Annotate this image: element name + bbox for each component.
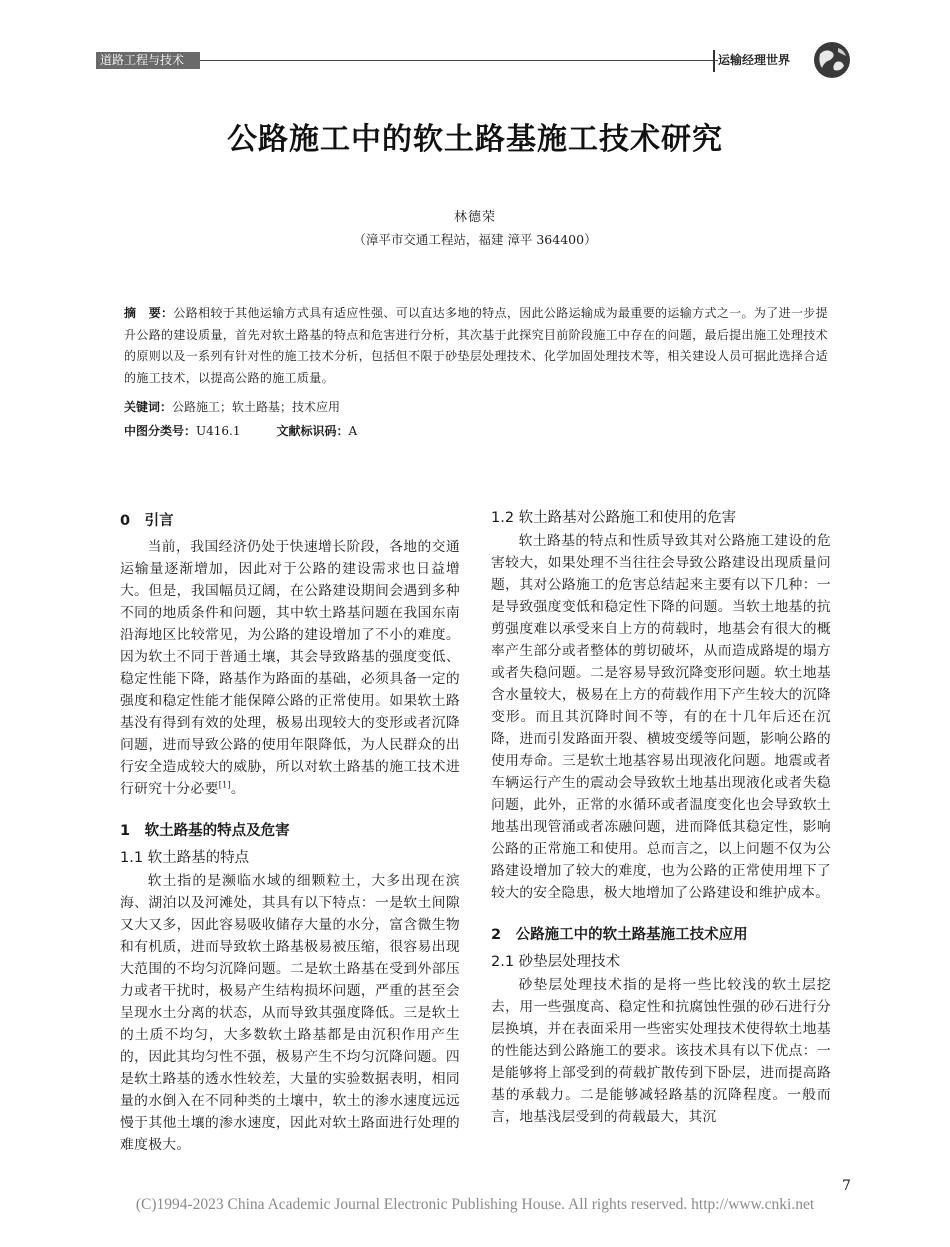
right-column — [491, 506, 831, 1128]
heading-section-2-1: 2.1 砂垫层处理技术 — [491, 954, 621, 970]
abstract-text: 公路相较于其他运输方式具有适应性强、可以直达多地的特点，因此公路运输成为最重要的运输方式之一。为了进一步提升公路的建设质量，首先对软土路基的特点和危害进行分析，其次基于此探究目前阶段施工中存在的问题，最后提出施工处理技术的原则以及一系列有针对性的施工技术分析，包括但不限于砂垫层处理技术、化学加固处理技术等，相关建设人员可据此选择合适的施工技术，以提高公路的施工质量。 — [124, 306, 828, 385]
heading-section-1-1: 1.1 软土路基的特点 — [120, 850, 250, 866]
header-divider — [713, 50, 715, 72]
heading-introduction: 0 引言 — [120, 513, 174, 529]
classification — [124, 422, 357, 439]
heading-section-1: 1 软土路基的特点及危害 — [120, 823, 290, 839]
paragraph-introduction: 当前，我国经济仍处于快速增长阶段，各地的交通运输量逐渐增加，因此对于公路的建设需求也日益增大。但是，我国幅员辽阔，在公路建设期间会遇到多种不同的地质条件和问题，其中软土路基问题在我国东南沿海地区比较常见，为公路的建设增加了不小的难度。因为软土不同于普通土壤，其会导致路基的强度变低、稳定性能下降，路基作为路面的基础，必须具备一定的强度和稳定性能才能保障公路的正常使用。如果软土路基没有得到有效的处理，极易出现较大的变形或者沉降问题，进而导致公路的使用年限降低，为人民群众的出行安全造成较大的威胁，所以对软土路基的施工技术进行研究十分必要[1]。 — [120, 539, 460, 797]
section-tag: 道路工程与技术 — [96, 52, 200, 69]
doc-code-value: A — [348, 424, 358, 438]
globe-logo-icon — [812, 40, 852, 80]
magazine-name: 运输经理世界 — [718, 53, 791, 67]
abstract — [124, 303, 828, 389]
author-name: 林德荣 — [453, 210, 496, 225]
keywords — [124, 398, 340, 415]
abstract-label: 摘 要： — [124, 306, 174, 320]
doc-code-label: 文献标识码： — [276, 424, 349, 438]
article-title: 公路施工中的软土路基施工技术研究 — [227, 122, 723, 157]
paragraph-section-2-1: 砂垫层处理技术指的是将一些比较浅的软土层挖去，用一些强度高、稳定性和抗腐蚀性强的砂石进行分层换填，并在表面采用一些密实处理技术使得软土地基的性能达到公路施工的要求。该技术具有以下优点：一是能够将上部受到的荷载扩散传到下卧层，进而提高路基的承载力。二是能够减轻路基的沉降程度。一般而言，地基浅层受到的荷载最大，其沉 — [491, 977, 831, 1125]
paragraph-section-1-2: 软土路基的特点和性质导致其对公路施工建设的危害较大，如果处理不当往往会导致公路建设出现质量问题，其对公路施工的危害总结起来主要有以下几种：一是导致强度变低和稳定性下降的问题。当软土地基的抗剪强度难以承受来自上方的荷载时，地基会有很大的概率产生部分或者整体的剪切破坏，从而造成路堤的塌方或者失稳问题。二是容易导致沉降变形问题。软土地基含水量较大，极易在上方的荷载作用下产生较大的沉降变形。而且其沉降时间不等，有的在十几年后还在沉降，进而引发路面开裂、横坡变缓等问题，影响公路的使用寿命。三是软土地基容易出现液化问题。地震或者车辆运行产生的震动会导致软土地基出现液化或者失稳问题，此外，正常的水循环或者温度变化也会导致软土地基出现管涌或者冻融问题，进而降低其稳定性，影响公路的正常施工和使用。总而言之，以上问题不仅为公路建设增加了较大的难度，也为公路的正常使用埋下了较大的安全隐患，极大地增加了公路建设和维护成本。 — [491, 533, 831, 901]
author-affiliation: （漳平市交通工程站，福建 漳平 364400） — [353, 232, 597, 247]
citation-ref: [1] — [218, 780, 231, 790]
clc-value: U416.1 — [196, 424, 241, 438]
heading-section-2: 2 公路施工中的软土路基施工技术应用 — [491, 927, 748, 943]
page-number: 7 — [842, 1178, 851, 1194]
keywords-label: 关键词： — [124, 400, 173, 414]
copyright-footer: (C)1994-2023 China Academic Journal Electronic Publishing House. All rights reserved. http://www.cnki.net — [135, 1196, 815, 1213]
paragraph-section-1-1: 软土指的是濒临水域的细颗粒土，大多出现在滨海、湖泊以及河滩处，其具有以下特点：一是软土间隙又大又多，因此容易吸收储存大量的水分，富含微生物和有机质，进而导致软土路基极易被压缩，很容易出现大范围的不均匀沉降问题。二是软土路基在受到外部压力或者干扰时，极易产生结构损坏问题，严重的甚至会呈现水土分离的状态，从而导致其强度降低。三是软土的土质不均匀，大多数软土路基都是由沉积作用产生的，因此其均匀性不强，极易产生不均匀沉降问题。四是软土路基的透水性较差，大量的实验数据表明，相同量的水倒入在不同种类的土壤中，软土的渗水速度远远慢于其他土壤的渗水速度，因此对软土路面进行处理的难度极大。 — [120, 873, 460, 1153]
keywords-text: 公路施工；软土路基；技术应用 — [172, 400, 341, 414]
header-rule — [200, 60, 718, 61]
left-column — [120, 506, 460, 1156]
heading-section-1-2: 1.2 软土路基对公路施工和使用的危害 — [491, 510, 737, 526]
clc-label: 中图分类号： — [124, 424, 197, 438]
